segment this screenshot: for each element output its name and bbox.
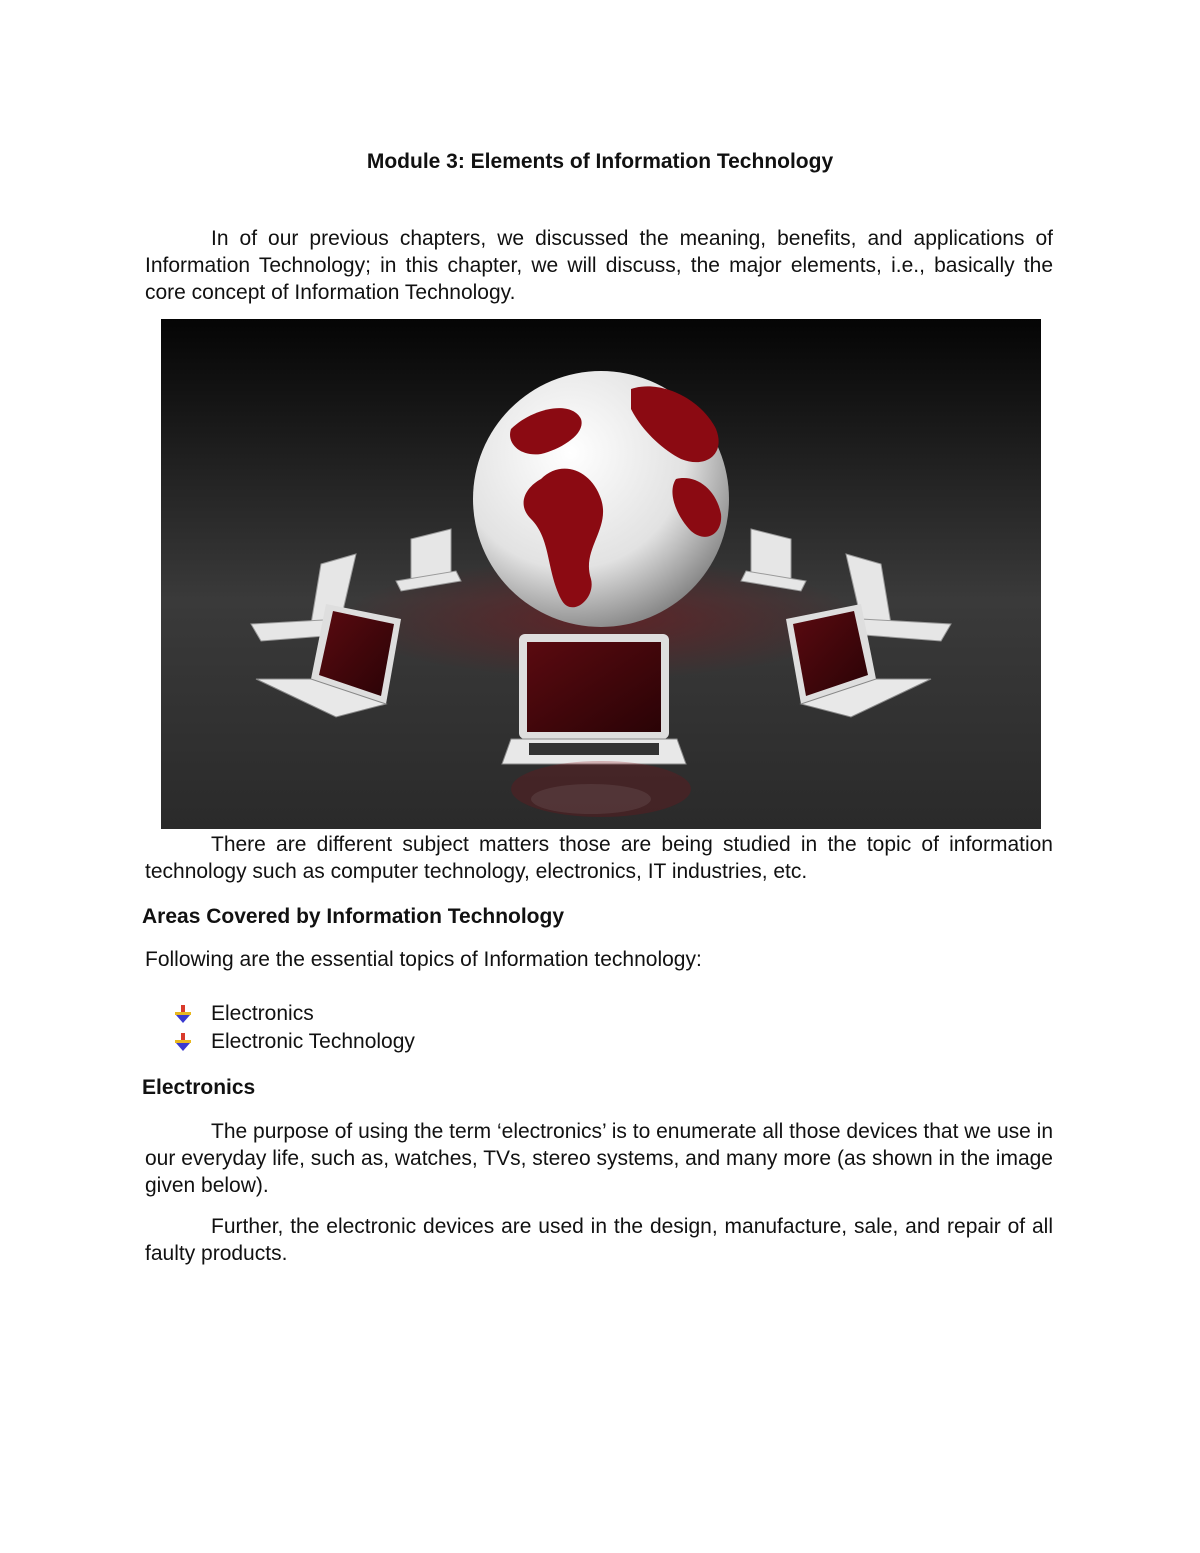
electronics-text-2: Further, the electronic devices are used in the design, manufacture, sale, and repair of all faulty products. xyxy=(145,1215,1053,1265)
list-item xyxy=(172,1000,415,1028)
subject-paragraph xyxy=(145,831,1053,885)
list-item-label: Electronics xyxy=(211,1002,314,1025)
arrow-down-bullet-icon xyxy=(172,1031,194,1053)
globe-with-laptops-illustration xyxy=(161,319,1041,829)
arrow-down-bullet-icon xyxy=(172,1003,194,1025)
electronics-heading: Electronics xyxy=(142,1076,256,1099)
list-item-label: Electronic Technology xyxy=(211,1030,415,1053)
globe-network-image xyxy=(161,319,1041,829)
electronics-paragraph-1 xyxy=(145,1118,1053,1199)
areas-heading: Areas Covered by Information Technology xyxy=(142,905,565,928)
electronics-text-1: The purpose of using the term ‘electronics’ is to enumerate all those devices that we use in our everyday life, such as, watches, TVs, stereo systems, and many more (as shown in the image given below). xyxy=(145,1120,1053,1197)
intro-text: In of our previous chapters, we discussed the meaning, benefits, and applications of Information Technology; in this chapter, we will discuss, the major elements, i.e., basically the core concept of Information Technology. xyxy=(145,227,1053,304)
areas-list xyxy=(172,1000,415,1056)
electronics-paragraph-2 xyxy=(145,1213,1053,1267)
page-title: Module 3: Elements of Information Technology xyxy=(366,150,834,173)
subject-text: There are different subject matters those are being studied in the topic of information technology such as computer technology, electronics, IT industries, etc. xyxy=(145,833,1053,883)
intro-paragraph xyxy=(145,225,1053,306)
list-item xyxy=(172,1028,415,1056)
areas-intro: Following are the essential topics of Information technology: xyxy=(145,948,702,971)
